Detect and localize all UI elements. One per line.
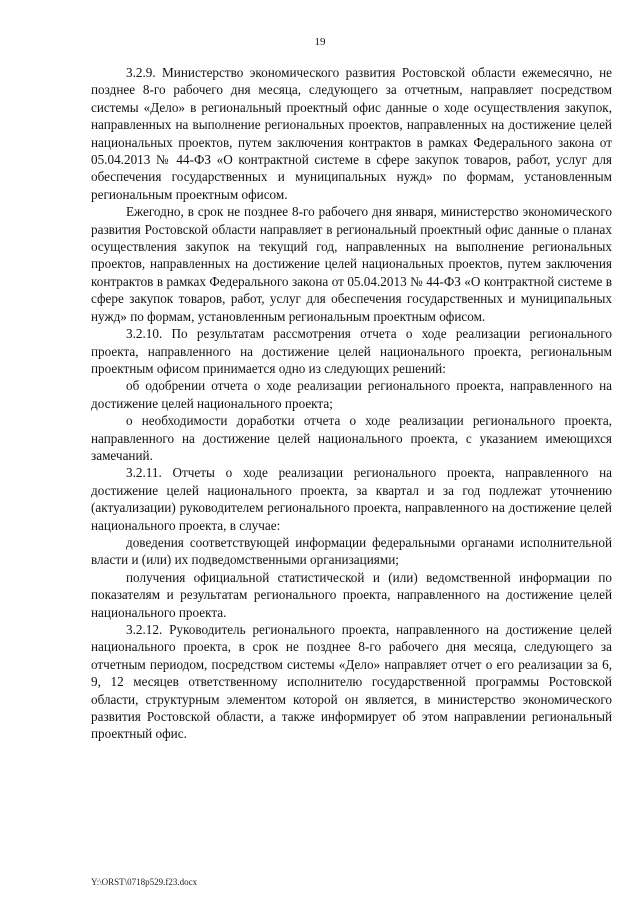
paragraph-3-2-11: 3.2.11. Отчеты о ходе реализации регионального проекта, направленного на достижение целей национального проекта, за квартал и за год подлежат уточнению (актуализации) руководителем регионального проекта, направленного на достижение целей национального проекта, в случае: xyxy=(91,465,612,533)
paragraph-decision-approval: об одобрении отчета о ходе реализации регионального проекта, направленного на достижение целей национального проекта; xyxy=(91,378,612,411)
paragraph-case-federal-info: доведения соответствующей информации федеральными органами исполнительной власти и (или) их подведомственными организациями; xyxy=(91,534,612,568)
paragraph-decision-revision: о необходимости доработки отчета о ходе реализации регионального проекта, направленного на достижение целей национального проекта, с указанием имеющихся замечаний. xyxy=(91,413,612,463)
paragraph-3-2-10: 3.2.10. По результатам рассмотрения отчета о ходе реализации регионального проекта, направленного на достижение целей национального проекта, региональным проектным офисом принимается одно из следующих решений: xyxy=(91,326,612,376)
footer-file-path: Y:\ORST\0718p529.f23.docx xyxy=(91,877,198,887)
document-body xyxy=(91,64,612,743)
paragraph-annual-procurement: Ежегодно, в срок не позднее 8-го рабочего дня января, министерство экономического развития Ростовской области направляет в региональный проектный офис данные о планах осуществления закупок на текущий год, направленных на выполнение региональных проектов, направленных на достижение целей национальных проектов, путем заключения контрактов в рамках Федерального закона от 05.04.2013 № 44-ФЗ «О контрактной системе в сфере закупок товаров, работ, услуг для обеспечения государственных и муниципальных нужд» по формам, установленным региональным проектным офисом. xyxy=(91,204,612,324)
paragraph-3-2-9: 3.2.9. Министерство экономического развития Ростовской области ежемесячно, не позднее 8-го рабочего дня месяца, следующего за отчетным, направляет посредством системы «Дело» в региональный проектный офис данные о ходе осуществления закупок, направленных на выполнение региональных проектов, направленных на достижение целей национальных проектов, путем заключения контрактов в рамках Федерального закона от 05.04.2013 № 44-ФЗ «О контрактной системе в сфере закупок товаров, работ, услуг для обеспечения государственных и муниципальных нужд» по формам, установленным региональным проектным офисом. xyxy=(91,65,612,202)
paragraph-case-statistics: получения официальной статистической и (или) ведомственной информации по показателям и результатам регионального проекта, направленного на достижение целей национального проекта. xyxy=(91,569,612,620)
paragraph-3-2-12: 3.2.12. Руководитель регионального проекта, направленного на достижение целей национального проекта, в срок не позднее 8-го рабочего дня месяца, следующего за отчетным периодом, посредством системы «Дело» направляет отчет о его реализации за 6, 9, 12 месяцев ответственному исполнителю государственной программы Ростовской области, структурным элементом которой он является, в министерство экономического развития Ростовской области, а также информирует об этом направлении региональный проектный офис. xyxy=(91,622,612,742)
page-number: 19 xyxy=(314,36,326,48)
